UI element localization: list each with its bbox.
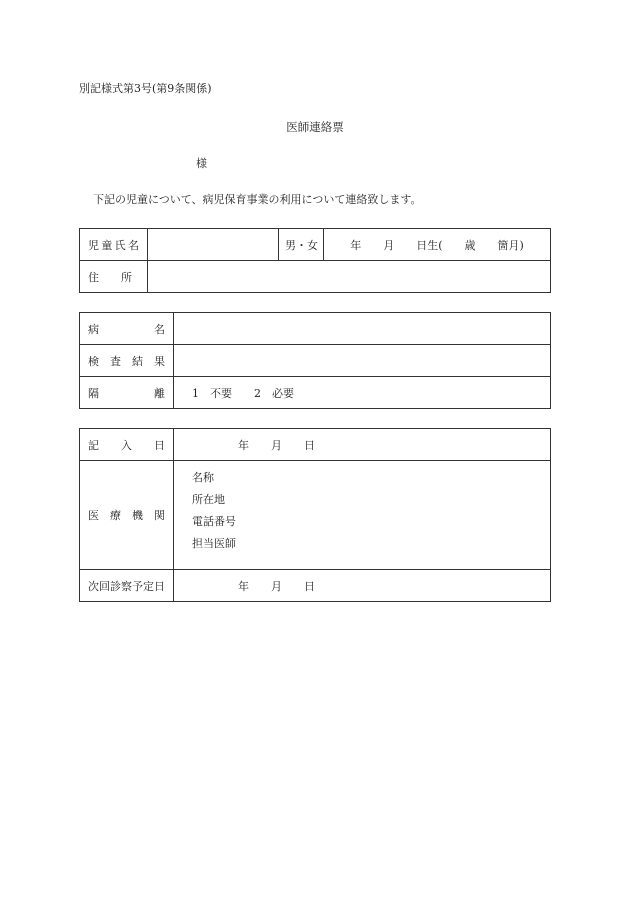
clinic-info-table bbox=[79, 428, 551, 602]
isolation-label-last: 離 bbox=[154, 386, 165, 400]
isolation-label-first: 隔 bbox=[88, 386, 99, 400]
facility-label-cell bbox=[80, 461, 174, 570]
disease-field[interactable] bbox=[174, 313, 551, 345]
next-visit-label: 次回診察予定日 bbox=[88, 579, 165, 593]
intro-text: 下記の児童について、病児保育事業の利用について連絡致します。 bbox=[93, 193, 422, 206]
form-reference: 別記様式第3号(第9条関係) bbox=[79, 82, 212, 95]
facility-row bbox=[80, 461, 551, 570]
disease-label-first: 病 bbox=[88, 322, 99, 336]
exam-label: 検査結果 bbox=[88, 354, 165, 368]
document-title: 医師連絡票 bbox=[286, 120, 344, 134]
disease-label-last: 名 bbox=[154, 322, 165, 336]
facility-label: 医療機関 bbox=[88, 509, 165, 522]
sex-selector[interactable]: 男・女 bbox=[279, 229, 324, 261]
addressee-suffix: 様 bbox=[196, 157, 207, 170]
exam-label-cell bbox=[80, 345, 174, 377]
isolation-label-cell bbox=[80, 377, 174, 409]
disease-label-cell bbox=[80, 313, 174, 345]
child-name-label: 児童氏名 bbox=[88, 238, 139, 252]
next-visit-field[interactable]: 年 月 日 bbox=[174, 570, 551, 602]
disease-row bbox=[80, 313, 551, 345]
address-field[interactable] bbox=[148, 261, 551, 293]
facility-doctor-label: 担当医師 bbox=[192, 537, 236, 550]
facility-address-label: 所在地 bbox=[192, 493, 225, 506]
isolation-options[interactable]: 1 不要 2 必要 bbox=[174, 377, 551, 409]
facility-name-label: 名称 bbox=[192, 471, 214, 484]
next-visit-row bbox=[80, 570, 551, 602]
facility-phone-label: 電話番号 bbox=[192, 515, 236, 528]
address-label: 住 所 bbox=[88, 270, 132, 284]
exam-result-field[interactable] bbox=[174, 345, 551, 377]
facility-fields[interactable] bbox=[174, 461, 551, 570]
birthdate-field[interactable]: 年 月 日生( 歳 箇月) bbox=[324, 229, 551, 261]
address-row bbox=[80, 261, 551, 293]
child-name-label-cell bbox=[80, 229, 148, 261]
exam-result-row bbox=[80, 345, 551, 377]
child-name-row bbox=[80, 229, 551, 261]
isolation-row bbox=[80, 377, 551, 409]
child-name-field[interactable] bbox=[148, 229, 279, 261]
address-label-cell bbox=[80, 261, 148, 293]
medical-info-table bbox=[79, 312, 551, 409]
next-visit-label-cell bbox=[80, 570, 174, 602]
child-info-table bbox=[79, 228, 551, 293]
entry-date-label: 記入日 bbox=[88, 438, 165, 452]
entry-date-field[interactable]: 年 月 日 bbox=[174, 429, 551, 461]
entry-date-label-cell bbox=[80, 429, 174, 461]
entry-date-row bbox=[80, 429, 551, 461]
